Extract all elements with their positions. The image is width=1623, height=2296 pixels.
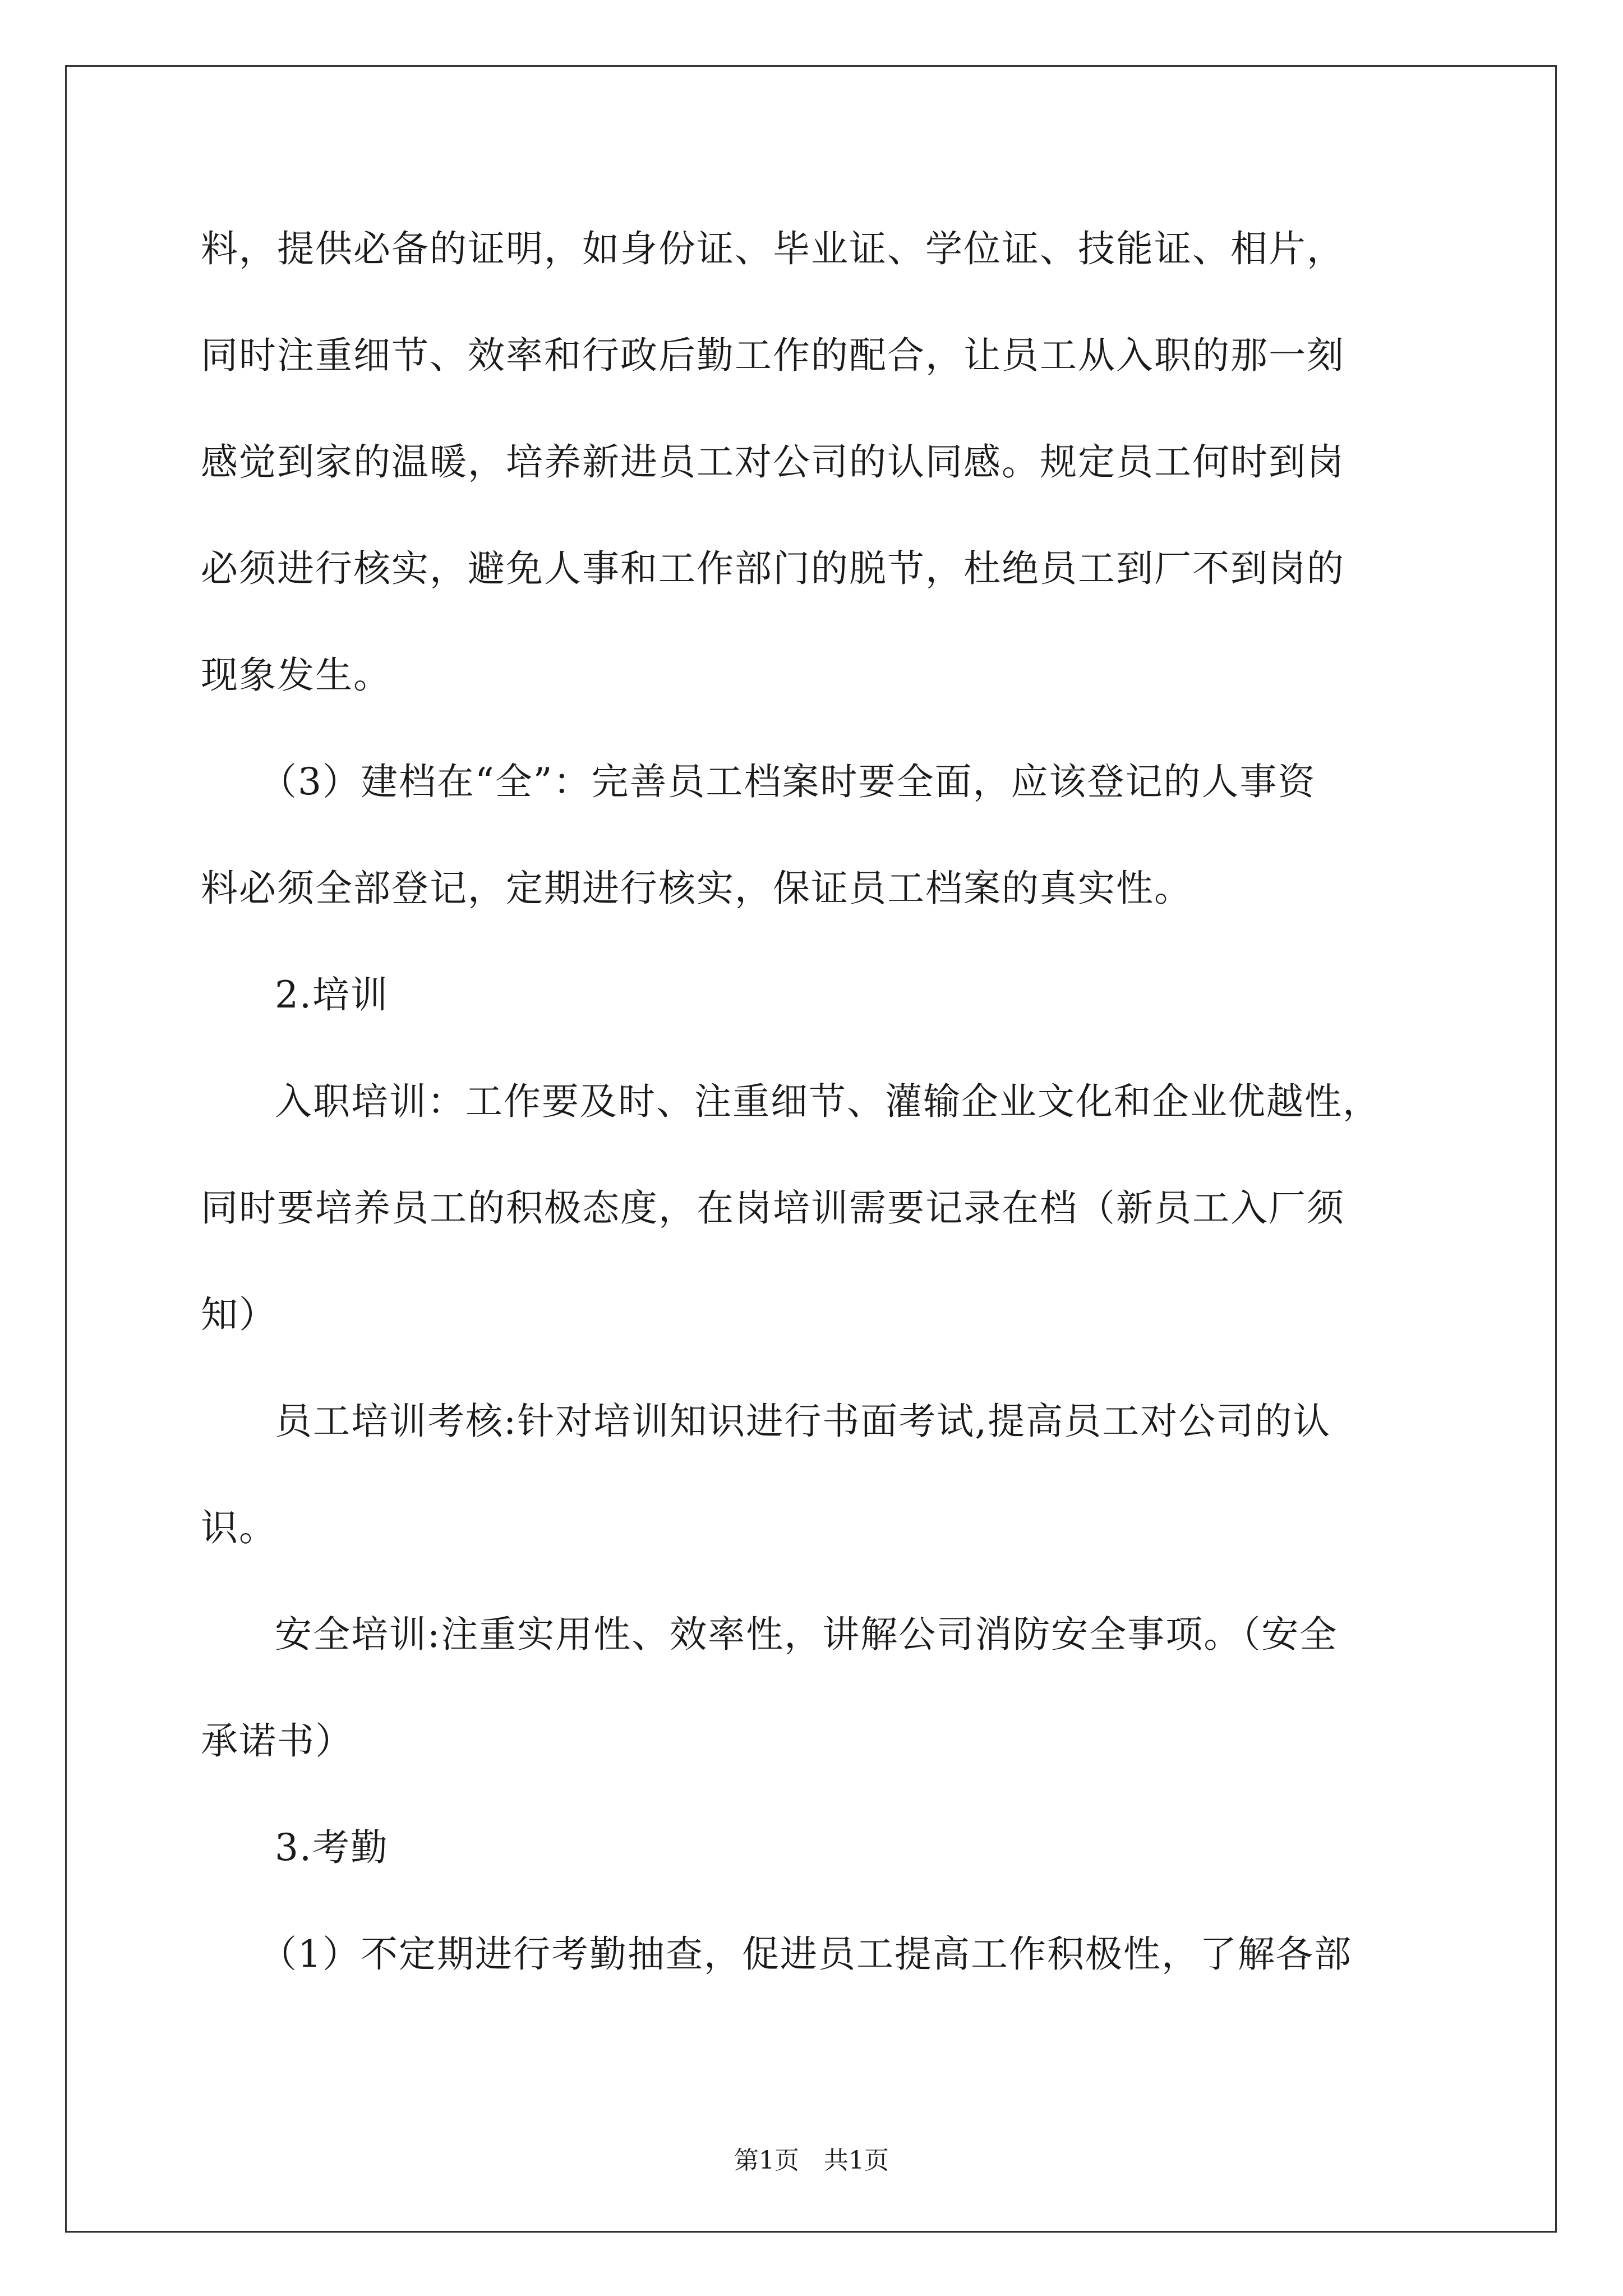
text-line: 现象发生。 (201, 654, 391, 697)
text-line: 必须进行核实，避免人事和工作部门的脱节，杜绝员工到厂不到岗的 (201, 547, 1345, 590)
section-heading: 3.考勤 (275, 1826, 389, 1869)
text-line: 承诺书） (201, 1719, 353, 1763)
text-line: 同时注重细节、效率和行政后勤工作的配合，让员工从入职的那一刻 (201, 334, 1345, 377)
text-line: 同时要培养员工的积极态度，在岗培训需要记录在档（新员工入厂须 (201, 1186, 1345, 1230)
text-line: （3）建档在“全”：完善员工档案时要全面，应该登记的人事资 (260, 760, 1316, 803)
text-line: 料必须全部登记，定期进行核实，保证员工档案的真实性。 (201, 867, 1192, 910)
text-line: 料，提供必备的证明，如身份证、毕业证、学位证、技能证、相片， (201, 227, 1345, 270)
section-heading: 2.培训 (275, 973, 389, 1016)
text-line: （1）不定期进行考勤抽查，促进员工提高工作积极性，了解各部 (260, 1932, 1352, 1976)
page-border (65, 65, 1557, 2233)
text-line: 入职培训：工作要及时、注重细节、灌输企业文化和企业优越性， (275, 1080, 1381, 1123)
text-line: 知） (201, 1293, 277, 1336)
text-line: 安全培训:注重实用性、效率性，讲解公司消防安全事项。（安全 (275, 1613, 1338, 1656)
text-line: 识。 (201, 1506, 277, 1549)
text-line: 员工培训考核:针对培训知识进行书面考试,提高员工对公司的认 (275, 1400, 1331, 1443)
page-footer: 第1页 共1页 (734, 2146, 889, 2175)
text-line: 感觉到家的温暖，培养新进员工对公司的认同感。规定员工何时到岗 (201, 440, 1345, 484)
